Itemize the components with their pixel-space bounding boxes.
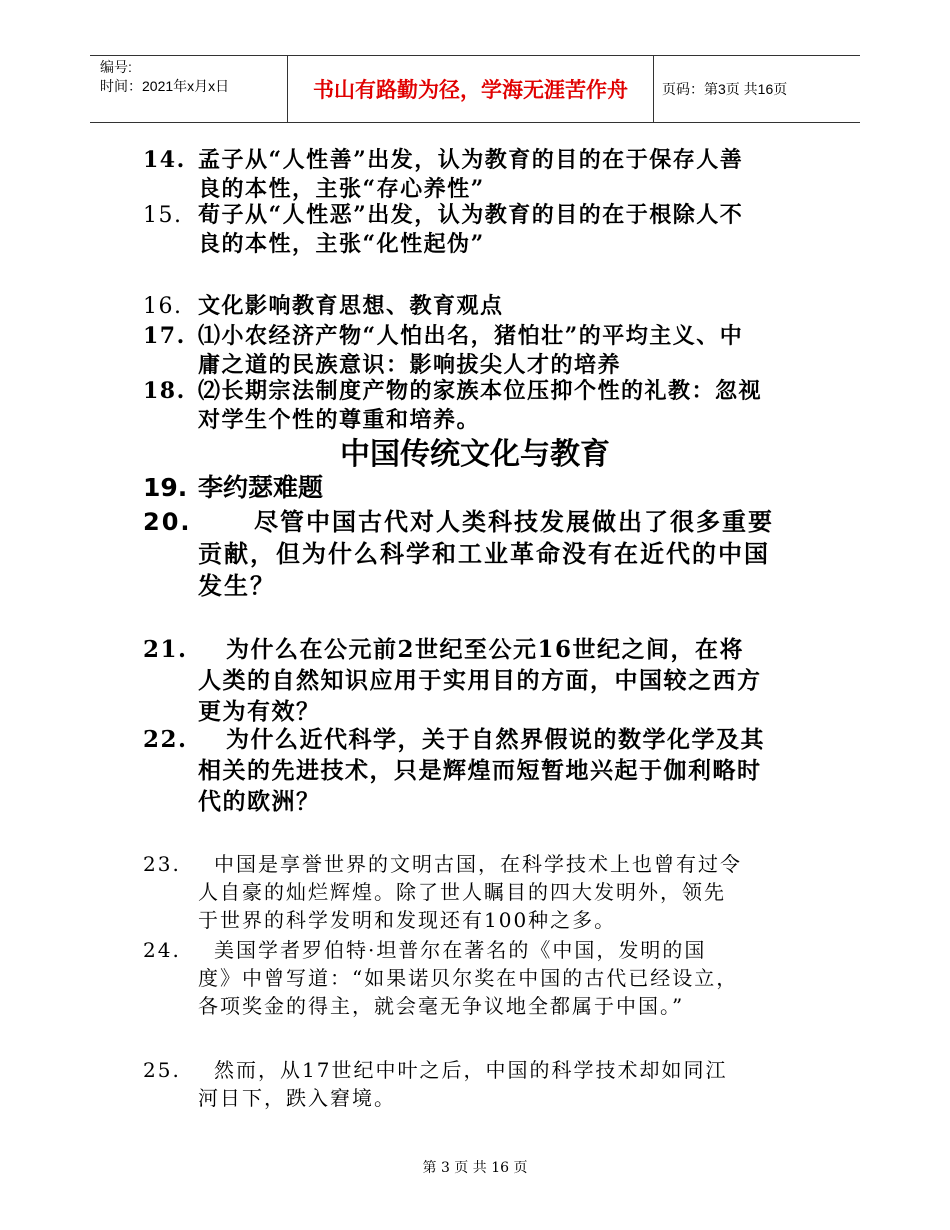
item-number: 18. — [143, 378, 186, 404]
list-item — [143, 506, 823, 602]
list-item — [143, 850, 823, 934]
item-text: 于世界的科学发明和发现还有100种之多。 — [198, 908, 617, 932]
item-number: 24. — [143, 938, 181, 962]
item-number: 17. — [143, 323, 186, 349]
item-text: 李约瑟难题 — [198, 473, 324, 502]
item-text: ⑴小农经济产物“人怕出名，猪怕壮”的平均主义、中 — [198, 323, 744, 349]
item-number: 25. — [143, 1058, 181, 1082]
item-text: 文化影响教育思想、教育观点 — [198, 293, 504, 319]
item-text: 孟子从“人性善”出发，认为教育的目的在于保存人善 — [198, 147, 744, 173]
list-item — [143, 634, 823, 727]
item-text: 更为有效？ — [198, 698, 321, 725]
list-item — [143, 201, 823, 259]
item-text: 相关的先进技术，只是辉煌而短暂地兴起于伽利略时 — [198, 757, 762, 784]
list-item — [143, 936, 823, 1020]
item-text: 荀子从“人性恶”出发，认为教育的目的在于根除人不 — [198, 202, 744, 228]
item-text: 人类的自然知识应用于实用目的方面，中国较之西方 — [198, 667, 762, 694]
list-item — [143, 472, 823, 504]
item-text: 然而，从17世纪中叶之后，中国的科学技术却如同江 — [214, 1058, 728, 1082]
item-text: 代的欧洲？ — [198, 788, 321, 815]
item-number: 19. — [143, 473, 188, 502]
item-text: 河日下，跌入窘境。 — [198, 1086, 396, 1110]
item-text: 中国是享誉世界的文明古国，在科学技术上也曾有过令 — [214, 852, 742, 876]
item-text: 良的本性，主张“化性起伪” — [198, 231, 485, 257]
list-item — [143, 322, 823, 380]
item-number: 14. — [143, 147, 186, 173]
time-label: 时间：2021年x月x日 — [100, 78, 230, 94]
list-item — [143, 724, 823, 817]
list-item — [143, 146, 823, 204]
section-title: 中国传统文化与教育 — [340, 437, 610, 472]
item-number: 23. — [143, 852, 181, 876]
number-label: 编号: — [100, 59, 132, 75]
list-item — [143, 377, 823, 435]
item-text: ⑵长期宗法制度产物的家族本位压抑个性的礼教：忽视 — [198, 378, 763, 404]
item-number: 16. — [143, 294, 183, 319]
item-text: 发生？ — [198, 571, 276, 600]
item-text: 为什么近代科学，关于自然界假说的数学化学及其 — [226, 726, 765, 753]
header-motto: 书山有路勤为径，学海无涯苦作舟 — [287, 56, 654, 122]
header-page-info: 页码：第3页 共16页 — [662, 81, 788, 97]
item-number: 15. — [143, 203, 183, 228]
item-number: 21. — [143, 636, 188, 663]
item-text: 良的本性，主张“存心养性” — [198, 176, 485, 202]
list-item — [143, 1056, 823, 1112]
list-item — [143, 292, 823, 321]
item-text: 为什么在公元前2世纪至公元16世纪之间，在将 — [226, 636, 745, 663]
item-text: 贡献，但为什么科学和工业革命没有在近代的中国 — [198, 539, 770, 568]
page-header — [90, 55, 860, 123]
item-text: 美国学者罗伯特·坦普尔在著名的《中国，发明的国 — [214, 938, 707, 962]
item-number: 20. — [143, 508, 192, 536]
item-text: 各项奖金的得主，就会毫无争议地全都属于中国。” — [198, 994, 685, 1018]
item-text: 庸之道的民族意识：影响拔尖人才的培养 — [198, 352, 622, 378]
header-meta — [100, 58, 229, 96]
item-text: 对学生个性的尊重和培养。 — [198, 407, 481, 433]
page-footer: 第 3 页 共 16 页 — [422, 1160, 528, 1176]
item-text: 人自豪的灿烂辉煌。除了世人瞩目的四大发明外，领先 — [198, 880, 726, 904]
item-number: 22. — [143, 726, 188, 753]
item-text: 尽管中国古代对人类科技发展做出了很多重要 — [254, 507, 774, 536]
item-text: 度》中曾写道：“如果诺贝尔奖在中国的古代已经设立， — [198, 966, 739, 990]
